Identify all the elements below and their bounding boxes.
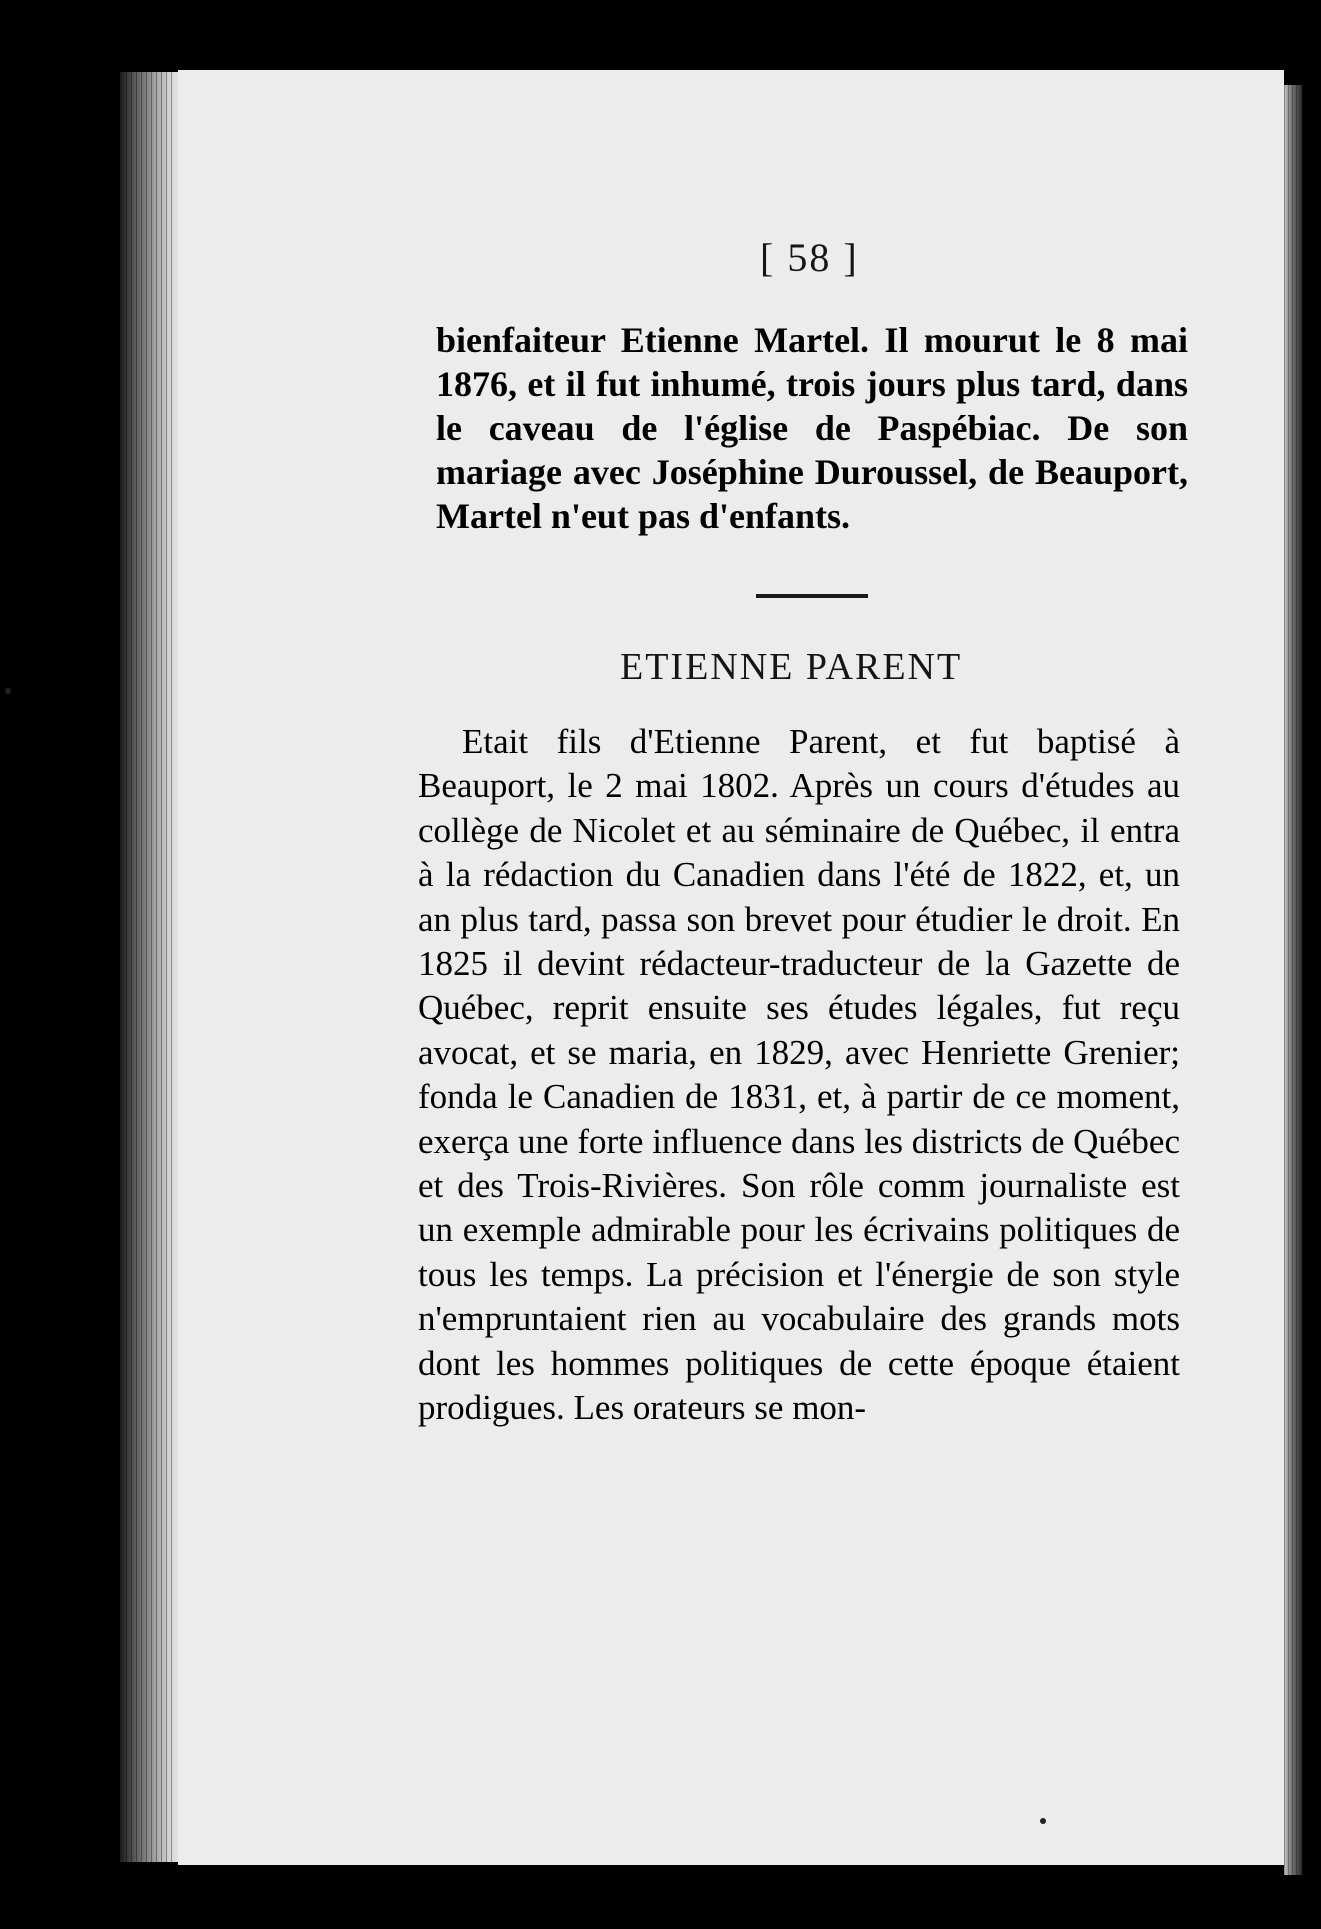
page-number: [ 58 ] <box>760 235 859 280</box>
section-heading: ETIENNE PARENT <box>620 646 963 688</box>
speck-mark <box>1040 1818 1046 1824</box>
speck-mark <box>5 688 11 694</box>
left-page-edge-texture <box>126 72 176 1862</box>
continuation-paragraph: bienfaiteur Etienne Martel. Il mourut le 8 mai 1876, et il fut inhumé, trois jours plus tard, dans le caveau de l'église de Paspébiac. De son mariage avec Joséphine Duroussel, de Beauport, Martel n'eut pas d'enfants. <box>436 320 1188 536</box>
section-divider <box>756 594 868 598</box>
right-page-edge-texture <box>1284 85 1300 1875</box>
biography-paragraph: Etait fils d'Etienne Parent, et fut baptisé à Beauport, le 2 mai 1802. Après un cours d'études au collège de Nicolet et au séminaire de Québec, il entra à la rédaction du Canadien dans l'été de 1822, et, un an plus tard, passa son brevet pour étudier le droit. En 1825 il devint rédacteur-traducteur de la Gazette de Québec, reprit ensuite ses études légales, fut reçu avocat, et se maria, en 1829, avec Henriette Grenier; fonda le Canadien de 1831, et, à partir de ce moment, exerça une forte influence dans les districts de Québec et des Trois-Rivières. Son rôle comm journaliste est un exemple admirable pour les écrivains politiques de tous les temps. La précision et l'énergie de son style n'empruntaient rien au vocabulaire des grands mots dont les hommes politiques de cette époque étaient prodigues. Les orateurs se mon- <box>418 722 1180 1428</box>
